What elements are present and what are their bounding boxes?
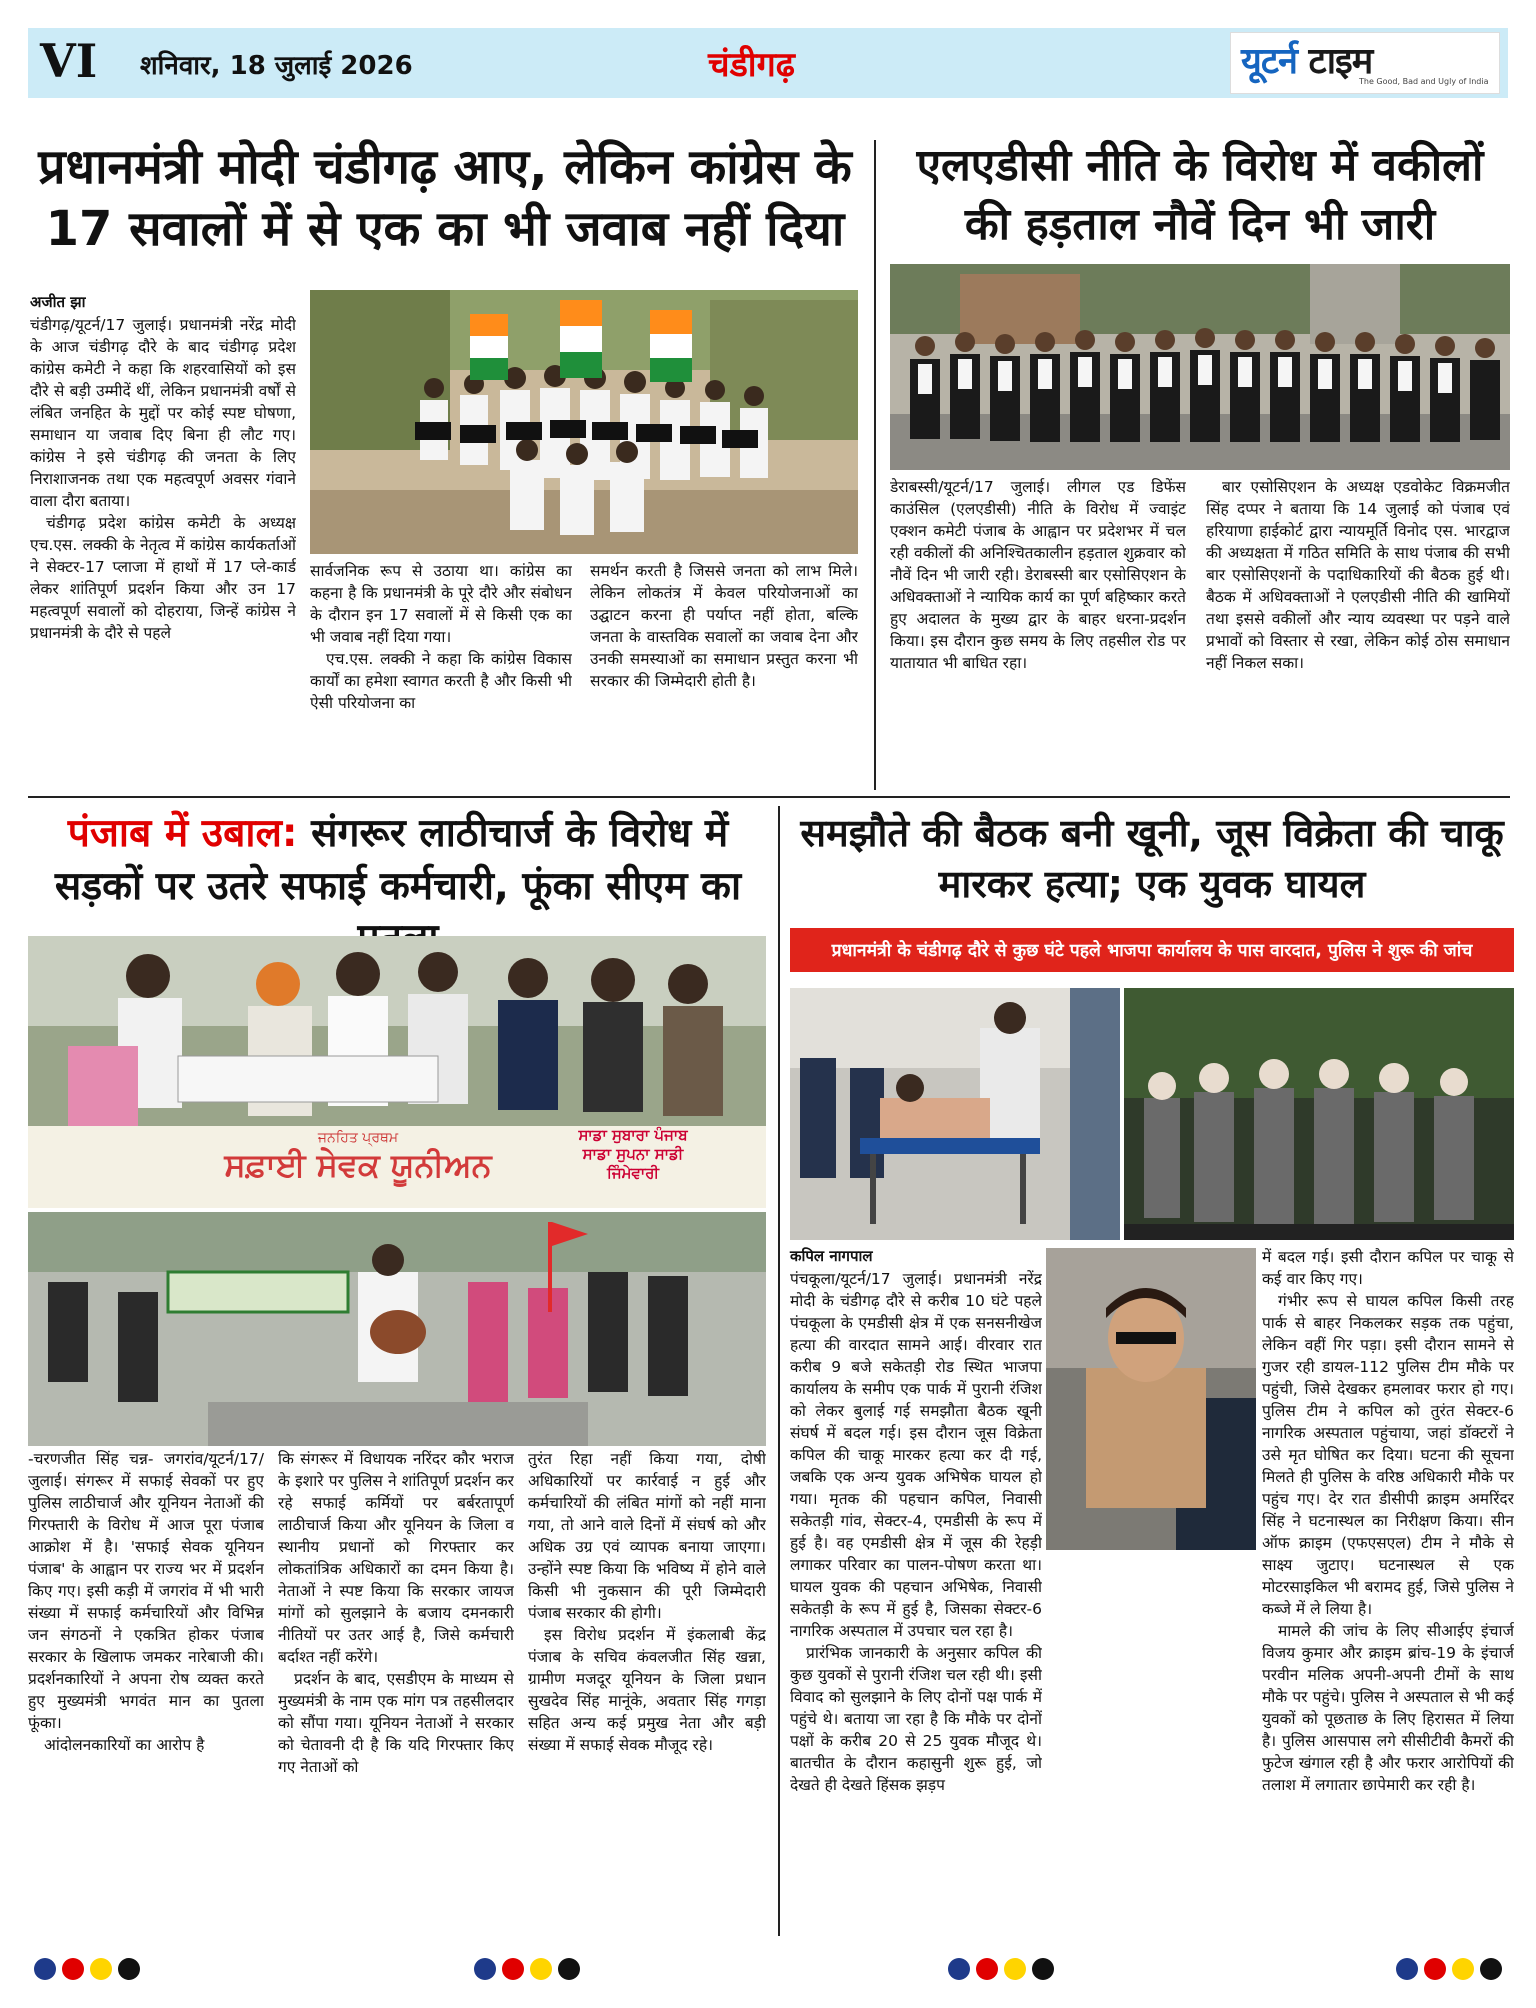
story2-column-1 — [890, 476, 1186, 786]
story2-headline: एलएडीसी नीति के विरोध में वकीलों की हड़ताल नौवें दिन भी जारी — [916, 140, 1484, 251]
issue-date: शनिवार, 18 जुलाई 2026 — [140, 51, 413, 81]
column-divider — [874, 140, 876, 790]
register-dot-blue — [34, 1958, 56, 1980]
register-dot-red — [1424, 1958, 1446, 1980]
register-dot-black — [1480, 1958, 1502, 1980]
story4-column-2 — [1262, 1246, 1514, 1936]
sanitation-workers-photo-1 — [28, 936, 766, 1208]
register-dot-blue — [474, 1958, 496, 1980]
story1-headline: प्रधानमंत्री मोदी चंडीगढ़ आए, लेकिन कांग्रेस के 17 सवालों में से एक का भी जवाब नहीं दिया — [38, 139, 852, 258]
story4-paragraph: गंभीर रूप से घायल कपिल किसी तरह पार्क से बाहर निकलकर सड़क तक पहुंचा, लेकिन वहीं गिर पड़ा। इसी दौरान सामने से गुजर रही डायल-112 पुलिस टीम मौके पर पहुंची, जिसे देखकर हमलावर फरार हो गए। पुलिस टीम ने कपिल को तुरंत सेक्टर-6 नागरिक अस्पताल पहुंचाया, जहां डॉक्टरों ने उसे मृत घोषित कर दिया। घटना की सूचना मिलते ही पुलिस के वरिष्ठ अधिकारी मौके पर पहुंच गए। देर रात डीसीपी क्राइम अमरिंदर सिंह ने घटनास्थल का निरीक्षण किया। सीन ऑफ क्राइम (एफएसएल) टीम ने मौके से साक्ष्य जुटाए। घटनास्थल से एक मोटरसाइकिल भी बरामद हुई, जिसे पुलिस ने कब्जे में ले लिया है। — [1262, 1292, 1514, 1618]
story3-headline-kicker: पंजाब में उबाल: — [67, 811, 298, 856]
lawyers-strike-photo — [890, 264, 1510, 470]
victim-portrait-photo — [1046, 1248, 1256, 1550]
register-dot-yellow — [1452, 1958, 1474, 1980]
story4-column-1 — [790, 1268, 1042, 1936]
story4-paragraph: प्रारंभिक जानकारी के अनुसार कपिल की कुछ युवकों से पुरानी रंजिश चल रही थी। इसी विवाद को सुलझाने के लिए दोनों पक्ष पार्क में पहुंचे थे। बताया जा रहा है कि मौके पर दोनों पक्षों के करीब 20 से 25 युवक मौजूद थे। बातचीत के दौरान कहासुनी शुरू हुई, जो देखते ही देखते हिंसक झड़प — [790, 1644, 1042, 1794]
story1-paragraph: चंडीगढ़ प्रदेश कांग्रेस कमेटी के अध्यक्ष एच.एस. लक्की के नेतृत्व में कांग्रेस कार्यकर्ताओं ने सेक्टर-17 प्लाजा में हाथों में 17 प्ले-कार्ड लेकर शांतिपूर्ण प्रदर्शन किया और उन 17 महत्वपूर्ण सवालों को दोहराया, जिन्हें कांग्रेस ने प्रधानमंत्री के दौरे से पहले — [30, 514, 296, 642]
register-dot-black — [1032, 1958, 1054, 1980]
masthead — [28, 28, 1508, 98]
story2-paragraph: बार एसोसिएशन के अध्यक्ष एडवोकेट विक्रमजीत सिंह दप्पर ने बताया कि 14 जुलाई को पंजाब एवं हरियाणा हाईकोर्ट द्वारा न्यायमूर्ति विनोद एस. भारद्वाज की अध्यक्षता में गठित समिति के साथ पंजाब की सभी बार एसोसिएशनों के पदाधिकारियों की बैठक हुई थी। बैठक में अधिवक्ताओं ने एलएडीसी नीति की खामियों तथा इससे वकीलों और न्याय व्यवस्था पर पड़ने वाले प्रभावों को विस्तार से रखा, लेकिन कोई ठोस समाधान नहीं निकल सका। — [1206, 478, 1510, 672]
register-dot-black — [118, 1958, 140, 1980]
register-dot-black — [558, 1958, 580, 1980]
story4-subheadline-banner: प्रधानमंत्री के चंडीगढ़ दौरे से कुछ घंटे पहले भाजपा कार्यालय के पास वारदात, पुलिस ने शुरू की जांच — [790, 928, 1514, 972]
register-dot-blue — [1396, 1958, 1418, 1980]
story1-byline: अजीत झा — [30, 293, 86, 311]
register-marks-left — [34, 1958, 140, 1980]
register-dot-blue — [948, 1958, 970, 1980]
register-dot-red — [62, 1958, 84, 1980]
story4-paragraph: में बदल गई। इसी दौरान कपिल पर चाकू से कई वार किए गए। — [1262, 1248, 1514, 1288]
story4-byline: कपिल नागपाल — [790, 1247, 873, 1265]
story4-paragraph: पंचकूला/यूटर्न/17 जुलाई। प्रधानमंत्री नरेंद्र मोदी के चंडीगढ़ दौरे से करीब 10 घंटे पहले पंचकूला के एमडीसी क्षेत्र में एक सनसनीखेज हत्या की वारदात सामने आई। वीरवार रात करीब 9 बजे सकेतड़ी रोड स्थित भाजपा कार्यालय के समीप एक पार्क में पुरानी रंजिश को लेकर बुलाई गई समझौता बैठक खूनी संघर्ष में बदल गई। इस दौरान जूस विक्रेता कपिल की चाकू मारकर हत्या कर दी गई, जबकि एक अन्य युवक अभिषेक घायल हो गया। मृतक की पहचान कपिल, निवासी सकेतड़ी गांव, सेक्टर-4, एमडीसी के रूप में हुई है। वह एमडीसी क्षेत्र में जूस की रेहड़ी लगाकर परिवार का पालन-पोषण करता था। घायल युवक की पहचान अभिषेक, निवासी सकेतड़ी के रूप में हुई है, जिसका सेक्टर-6 नागरिक अस्पताल में उपचार चल रहा है। — [790, 1270, 1042, 1640]
section-divider — [28, 796, 1510, 798]
sanitation-workers-photo-2 — [28, 1212, 766, 1446]
story4-paragraph: मामले की जांच के लिए सीआईए इंचार्ज विजय कुमार और क्राइम ब्रांच-19 के इंचार्ज परवीन मलिक अपनी-अपनी टीमों के साथ मौके पर पहुंचे। पुलिस ने अस्पताल से भी कई युवकों को पूछताछ के लिए हिरासत में लिया है। पुलिस आसपास लगे सीसीटीवी कैमरों की फुटेज खंगाल रही है और फरार आरोपियों की तलाश में लगातार छापेमारी कर रही है। — [1262, 1622, 1514, 1794]
story3-paragraph: तुरंत रिहा नहीं किया गया, दोषी अधिकारियों पर कार्रवाई न हुई और कर्मचारियों की लंबित मांगों को नहीं माना गया, तो आने वाले दिनों में संघर्ष को और अधिक उग्र एवं व्यापक बनाया जाएगा। उन्होंने स्पष्ट किया कि भविष्य में होने वाले किसी भी नुकसान की पूरी जिम्मेदारी पंजाब सरकार की होगी। — [528, 1450, 766, 1622]
register-dot-yellow — [1004, 1958, 1026, 1980]
story4-headline: समझौते की बैठक बनी खूनी, जूस विक्रेता की चाकू मारकर हत्या; एक युवक घायल — [800, 811, 1504, 907]
story3-paragraph: आंदोलनकारियों का आरोप है — [44, 1736, 205, 1754]
story3-paragraph: कि संगरूर में विधायक नरिंदर कौर भराज के इशारे पर पुलिस ने शांतिपूर्ण प्रदर्शन कर रहे सफाई कर्मियों पर बर्बरतापूर्ण लाठीचार्ज किया और यूनियन के जिला व स्थानीय प्रधानों को गिरफ्तार कर लोकतांत्रिक अधिकारों का दमन किया है। नेताओं ने स्पष्ट किया कि सरकार जायज मांगों को सुलझाने के बजाय दमनकारी नीतियों पर उतर आई है, जिसे कर्मचारी बर्दाश्त नहीं करेंगे। — [278, 1450, 514, 1666]
story3-column-2 — [278, 1448, 514, 1848]
crime-scene-crowd-photo — [1124, 988, 1514, 1240]
newspaper-logo — [1230, 32, 1500, 94]
page-number: VI — [40, 34, 98, 88]
story3-paragraph: प्रदर्शन के बाद, एसडीएम के माध्यम से मुख्यमंत्री के नाम एक मांग पत्र तहसीलदार को सौंपा गया। यूनियन नेताओं ने सरकार को चेतावनी दी है कि यदि गिरफ्तार किए गए नेताओं को — [278, 1670, 514, 1776]
logo-tagline: The Good, Bad and Ugly of India — [1359, 77, 1489, 86]
register-marks-center — [474, 1958, 580, 1980]
story2-column-2 — [1206, 476, 1510, 786]
story1-paragraph: चंडीगढ़/यूटर्न/17 जुलाई। प्रधानमंत्री नरेंद्र मोदी के आज चंडीगढ़ दौरे के बाद चंडीगढ़ प्रदेश कांग्रेस कमेटी ने कहा कि शहरवासियों को इस दौरे से बड़ी उम्मीदें थीं, लेकिन प्रधानमंत्री वर्षों से लंबित जनहित के मुद्दों पर कोई स्पष्ट घोषणा, समाधान या जवाब दिए बिना ही लौट गए। कांग्रेस ने इसे चंडीगढ़ की जनता के लिए निराशाजनक तथा एक महत्वपूर्ण अवसर गंवाने वाला दौरा बताया। — [30, 316, 296, 510]
register-dot-red — [502, 1958, 524, 1980]
story1-paragraph: समर्थन करती है जिससे जनता को लाभ मिले। लेकिन लोकतंत्र में केवल परियोजनाओं का उद्घाटन करना ही पर्याप्त नहीं होता, बल्कि जनता के वास्तविक सवालों का जवाब देना और उनकी समस्याओं का समाधान प्रस्तुत करना भी सरकार की जिम्मेदारी होती है। — [590, 562, 858, 690]
story3-column-3 — [528, 1448, 766, 1848]
section-city: चंडीगढ़ — [708, 45, 795, 85]
story1-column-3 — [590, 560, 858, 786]
story3-paragraph: इस विरोध प्रदर्शन में इंकलाबी केंद्र पंजाब के सचिव कंवलजीत सिंह खन्ना, ग्रामीण मजदूर यूनियन के जिला प्रधान सुखदेव सिंह मानूंके, अवतार सिंह गगड़ा सहित अन्य कई प्रमुख नेता और बड़ी संख्या में सफाई सेवक मौजूद रहे। — [528, 1626, 766, 1754]
logo-wordmark: यूटर्न टाइम — [1241, 41, 1373, 82]
murder-victim-hospital-photo — [790, 988, 1120, 1240]
union-banner-text: ਜਨਹਿਤ ਪ੍ਰਥਮ ਸਫ਼ਾਈ ਸੇਵਕ ਯੂਨੀਅਨ — [224, 1130, 492, 1184]
story3-paragraph: -चरणजीत सिंह चन्न- जगरांव/यूटर्न/17/जुलाई। संगरूर में सफाई सेवकों पर हुए पुलिस लाठीचार्ज और यूनियन नेताओं की गिरफ्तारी के विरोध में आज पूरा पंजाब आक्रोश में है। 'सफाई सेवक यूनियन पंजाब' के आह्वान पर राज्य भर में प्रदर्शन किए गए। इसी कड़ी में जगरांव में भी भारी संख्या में सफाई कर्मचारियों और विभिन्न जन संगठनों ने एकत्रित होकर पंजाब सरकार के खिलाफ जमकर नारेबाजी की। प्रदर्शनकारियों ने अपना रोष व्यक्त करते हुए मुख्यमंत्री भगवंत मान का पुतला फूंका। — [28, 1450, 264, 1732]
union-banner-slogan: ਸਾਡਾ ਸੁਬਾਰਾ ਪੰਜਾਬ ਸਾਡਾ ਸੁਪਨਾ ਸਾਡੀ ਜਿੰਮੇਵਾਰੀ — [578, 1126, 688, 1182]
story2-paragraph: डेराबस्सी/यूटर्न/17 जुलाई। लीगल एड डिफेंस काउंसिल (एलएडीसी) नीति के विरोध में ज्वाइंट एक्शन कमेटी पंजाब के आह्वान पर प्रदेशभर में चल रही वकीलों की अनिश्चितकालीन हड़ताल शुक्रवार को नौवें दिन भी जारी रही। डेराबस्सी बार एसोसिएशन के अधिवक्ताओं ने न्यायिक कार्य का पूर्ण बहिष्कार करते हुए अदालत के मुख्य द्वार के बाहर धरना-प्रदर्शन किया। इस दौरान कुछ समय के लिए तहसील रोड पर यातायात भी बाधित रहा। — [890, 478, 1186, 672]
story1-column-2 — [310, 560, 572, 786]
story1-paragraph: एच.एस. लक्की ने कहा कि कांग्रेस विकास कार्यों का हमेशा स्वागत करती है और किसी भी ऐसी परियोजना का — [310, 650, 572, 712]
story3-column-1 — [28, 1448, 264, 1848]
register-dot-red — [976, 1958, 998, 1980]
congress-protest-photo — [310, 290, 858, 554]
register-marks-right-center — [948, 1958, 1054, 1980]
register-dot-yellow — [90, 1958, 112, 1980]
story3-headline-text: संगरूर लाठीचार्ज के विरोध में सड़कों पर उतरे सफाई कर्मचारी, फूंका सीएम का — [54, 811, 742, 909]
register-marks-right — [1396, 1958, 1502, 1980]
column-divider — [778, 806, 780, 1936]
story1-paragraph: सार्वजनिक रूप से उठाया था। कांग्रेस का कहना है कि प्रधानमंत्री के पूरे दौरे और संबोधन के दौरान इन 17 सवालों में से किसी एक का भी जवाब नहीं दिया गया। — [310, 562, 572, 646]
register-dot-yellow — [530, 1958, 552, 1980]
story1-column-1 — [30, 314, 296, 784]
